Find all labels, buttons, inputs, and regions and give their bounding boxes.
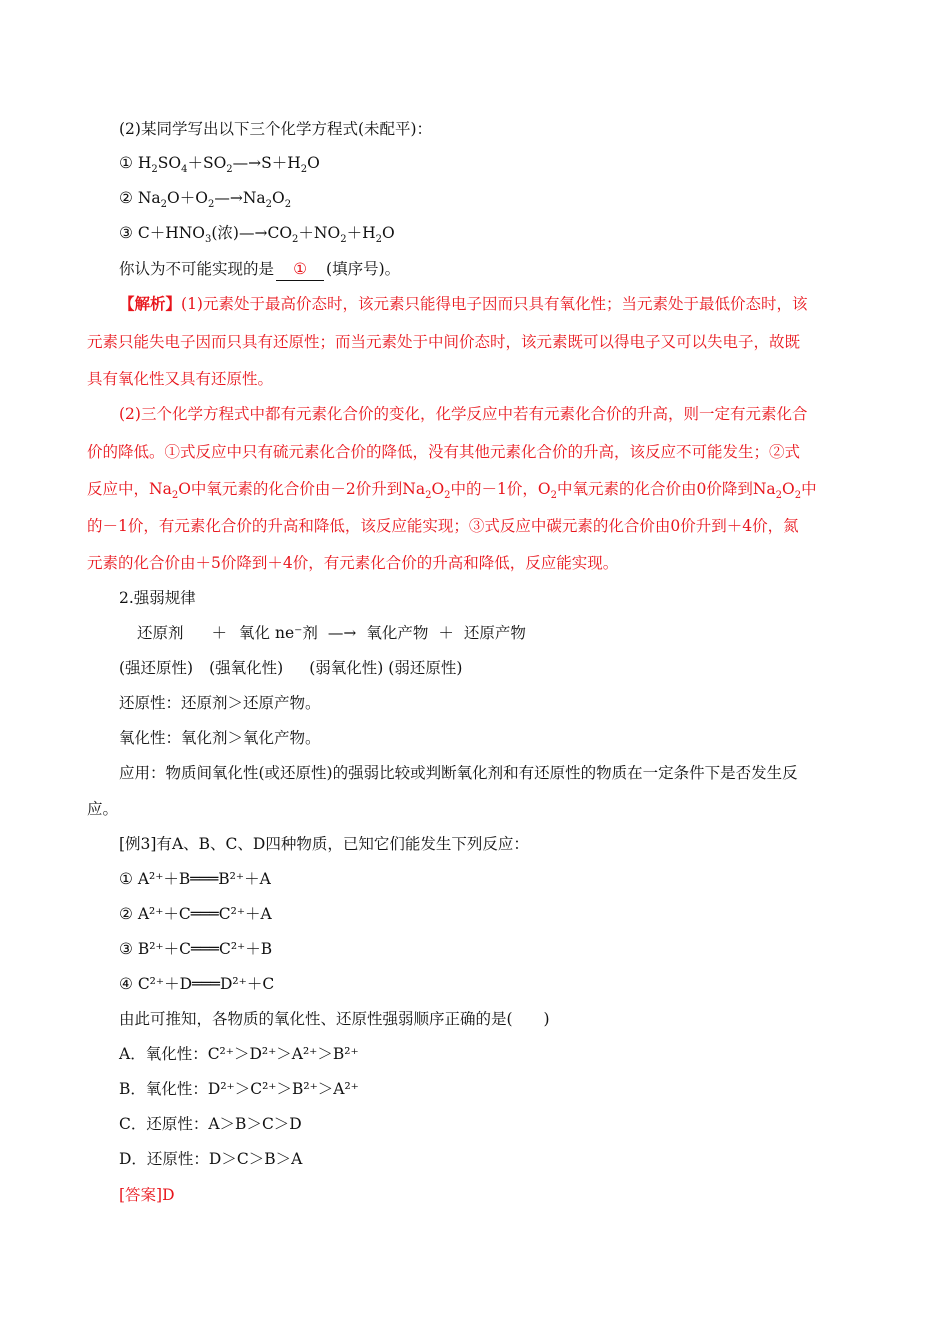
analysis-p1-line3: 具有氧化性又具有还原性。 bbox=[87, 370, 274, 388]
answer-blank: ① bbox=[276, 258, 324, 281]
analysis-p2-line3: 反应中，$Na_2O$中氧元素的化合价由－2价升到$Na_2O_2$中的－1价，$O_2$中氧元素的化合价由0价降到$Na_2O_2$中 bbox=[87, 480, 817, 502]
option-c: C．还原性：A＞B＞C＞D bbox=[119, 1115, 302, 1133]
example-stem: [例3]有A、B、C、D四种物质，已知它们能发生下列反应： bbox=[119, 835, 529, 853]
option-a: A．氧化性：C²⁺＞D²⁺＞A²⁺＞B²⁺ bbox=[119, 1045, 359, 1063]
application-line1: 应用：物质间氧化性(或还原性)的强弱比较或判断氧化剂和有还原性的物质在一定条件下是否发生反 bbox=[119, 764, 798, 782]
analysis-p1-line1: 【解析】(1)元素处于最高价态时，该元素只能得电子因而只具有氧化性；当元素处于最低价态时，该 bbox=[119, 294, 808, 313]
option-b: B．氧化性：D²⁺＞C²⁺＞B²⁺＞A²⁺ bbox=[119, 1080, 359, 1098]
answer: [答案]D bbox=[119, 1186, 175, 1204]
analysis-p2-line2: 价的降低。①式反应中只有硫元素化合价的降低，没有其他元素化合价的升高，该反应不可能发生；②式 bbox=[87, 443, 801, 461]
analysis-p2-line4: 的－1价，有元素化合价的升高和降低，该反应能实现；③式反应中碳元素的化合价由0价升到＋4价，氮 bbox=[87, 517, 799, 535]
analysis-p1-line2: 元素只能失电子因而只具有还原性；而当元素处于中间价态时，该元素既可以得电子又可以失电子，故既 bbox=[87, 333, 801, 351]
redox-scheme: 还原剂 ＋ 氧化 ne⁻剂 —→ 氧化产物 ＋ 还原产物 bbox=[137, 624, 526, 642]
equation-2: ② $Na_2O+O_2—\to Na_2O_2$ bbox=[119, 189, 292, 211]
fill-blank-question: 你认为不可能实现的是 ① (填序号)。 bbox=[119, 258, 400, 281]
reaction-3: ③ B²⁺＋C═══C²⁺＋B bbox=[119, 940, 273, 958]
reducing-rule: 还原性：还原剂＞还原产物。 bbox=[119, 694, 321, 712]
equation-1: ① $H_2SO_4+SO_2—\to S+H_2O$ bbox=[119, 154, 320, 176]
example-question: 由此可推知，各物质的氧化性、还原性强弱顺序正确的是( ) bbox=[119, 1010, 550, 1028]
analysis-p2-line5: 元素的化合价由＋5价降到＋4价，有元素化合价的升高和降低，反应能实现。 bbox=[87, 554, 619, 572]
question-intro: (2)某同学写出以下三个化学方程式(未配平)： bbox=[119, 120, 433, 138]
reaction-1: ① A²⁺＋B═══B²⁺＋A bbox=[119, 870, 271, 888]
reaction-4: ④ C²⁺＋D═══D²⁺＋C bbox=[119, 975, 275, 993]
application-line2: 应。 bbox=[87, 800, 119, 818]
scheme-labels: (强还原性) (强氧化性) (弱氧化性) (弱还原性) bbox=[119, 659, 463, 677]
analysis-tag: 【解析】 bbox=[119, 294, 182, 313]
analysis-p2-line1: (2)三个化学方程式中都有元素化合价的变化，化学反应中若有元素化合价的升高，则一定有元素化合 bbox=[119, 405, 808, 423]
section-title: 2.强弱规律 bbox=[119, 589, 196, 607]
oxidizing-rule: 氧化性：氧化剂＞氧化产物。 bbox=[119, 729, 321, 747]
equation-3: ③ $C+HNO_3$(浓)$—\to CO_2+NO_2+H_2O$ bbox=[119, 224, 395, 246]
reaction-2: ② A²⁺＋C═══C²⁺＋A bbox=[119, 905, 272, 923]
option-d: D．还原性：D＞C＞B＞A bbox=[119, 1150, 303, 1168]
